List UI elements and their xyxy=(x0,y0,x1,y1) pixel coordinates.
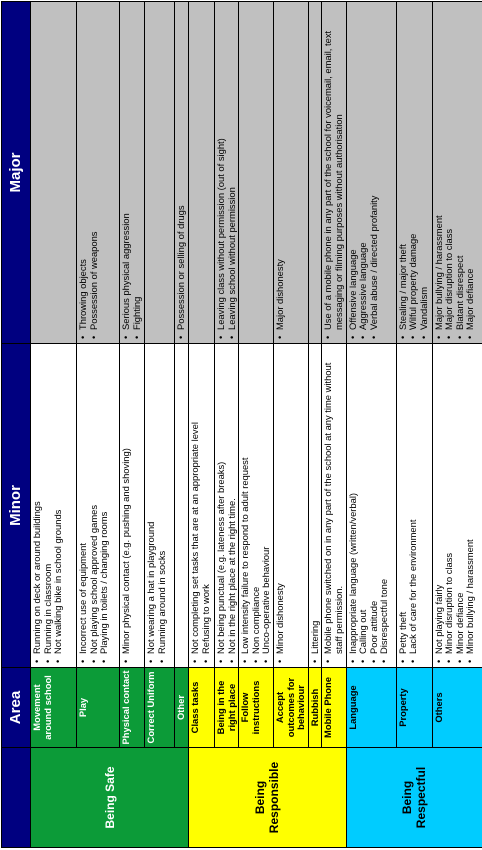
minor-behaviours-list xyxy=(78,346,110,665)
behaviour-row xyxy=(346,2,396,848)
area-correct-uniform: Correct Uniform xyxy=(145,668,175,748)
behaviour-row xyxy=(145,2,175,848)
major-behaviours-cell xyxy=(396,2,432,344)
major-behaviours-cell xyxy=(239,2,274,344)
major-behaviour-item: • Major defiance xyxy=(465,4,476,330)
major-behaviour-item: • Stealing / major theft xyxy=(398,4,409,330)
major-behaviour-item: • Verbal abuse / directed profanity xyxy=(369,4,380,330)
area-physical-contact: Physical contact xyxy=(120,668,145,748)
minor-behaviours-list xyxy=(275,346,286,665)
minor-behaviour-item: • Refusing to work xyxy=(201,346,212,654)
minor-behaviours-cell xyxy=(120,344,145,668)
minor-behaviours-cell xyxy=(189,344,215,668)
minor-behaviour-item: • Calling out xyxy=(358,346,369,654)
behaviour-row xyxy=(175,2,189,848)
minor-behaviour-item: • Not being punctual (e.g. lateness after breaks) xyxy=(216,346,227,654)
major-behaviours-cell xyxy=(322,2,346,344)
major-behaviours-cell xyxy=(432,2,482,344)
minor-behaviours-list xyxy=(146,346,167,665)
minor-behaviours-cell xyxy=(31,344,77,668)
minor-behaviours-list xyxy=(190,346,211,665)
minor-behaviour-item: • Running around in socks xyxy=(157,346,168,654)
section-being-respectful: Being Respectful xyxy=(346,748,482,848)
minor-behaviours-list xyxy=(240,346,272,665)
minor-behaviours-list xyxy=(32,346,64,665)
minor-behaviour-item: • Not in the right place at the right time. xyxy=(227,346,238,654)
minor-behaviour-item: • Incorrect use of equipment xyxy=(78,346,89,654)
minor-behaviours-cell xyxy=(239,344,274,668)
behaviour-row xyxy=(120,2,145,848)
area-class-tasks: Class tasks xyxy=(189,668,215,748)
area-others: Others xyxy=(432,668,482,748)
minor-behaviour-item: • Disrespectful tone xyxy=(379,346,390,654)
major-behaviours-list xyxy=(348,4,380,341)
matrix-body xyxy=(31,2,482,848)
area-follow-instructions: Follow instructions xyxy=(239,668,274,748)
header-row xyxy=(2,2,31,848)
area-rubbish: Rubbish xyxy=(308,668,322,748)
minor-behaviours-cell xyxy=(273,344,308,668)
major-behaviours-cell xyxy=(273,2,308,344)
major-behaviour-item: • Fighting xyxy=(132,4,143,330)
major-behaviours-list xyxy=(434,4,476,341)
minor-behaviour-item: • Running in classroom xyxy=(43,346,54,654)
major-behaviour-item: • Blatant disrespect xyxy=(455,4,466,330)
major-behaviours-cell xyxy=(31,2,77,344)
minor-behaviour-item: • Low intensity failure to respond to adult request xyxy=(240,346,251,654)
behaviour-row xyxy=(273,2,308,848)
major-behaviour-item: • Offensive language xyxy=(348,4,359,330)
major-behaviour-item: • Aggressive language xyxy=(358,4,369,330)
major-behaviours-cell xyxy=(215,2,239,344)
area-mobile-phone: Mobile Phone xyxy=(322,668,346,748)
major-behaviour-item: • Wilful property damage xyxy=(408,4,419,330)
major-behaviours-cell xyxy=(175,2,189,344)
minor-behaviour-item: • Not playing school approved games xyxy=(89,346,100,654)
minor-behaviour-item: • Not completing set tasks that are at an appropriate level xyxy=(190,346,201,654)
minor-behaviours-cell xyxy=(322,344,346,668)
minor-behaviours-list xyxy=(121,346,132,665)
minor-behaviour-item: • Minor defiance xyxy=(455,346,466,654)
major-behaviour-item: • Possession or selling of drugs xyxy=(176,4,187,330)
minor-behaviours-list xyxy=(323,346,344,665)
major-behaviours-list xyxy=(216,4,237,341)
minor-behaviours-cell xyxy=(308,344,322,668)
behaviour-row xyxy=(322,2,346,848)
area-property: Property xyxy=(396,668,432,748)
behaviour-row xyxy=(215,2,239,848)
minor-behaviours-cell xyxy=(215,344,239,668)
behaviour-matrix-table xyxy=(1,1,482,848)
major-behaviours-list xyxy=(121,4,142,341)
major-behaviour-item: • Vandalism xyxy=(419,4,430,330)
minor-behaviour-item: • Lack of care for the environment xyxy=(408,346,419,654)
area-being-in-the-right-place: Being in the right place xyxy=(215,668,239,748)
major-behaviours-list xyxy=(78,4,99,341)
minor-behaviour-item: • Minor physical contact (e.g. pushing and shoving) xyxy=(121,346,132,654)
major-behaviours-list xyxy=(275,4,286,341)
minor-behaviour-item: • Inappropriate language (written/verbal) xyxy=(348,346,359,654)
minor-behaviours-cell xyxy=(145,344,175,668)
major-behaviours-list xyxy=(398,4,430,341)
behaviour-row xyxy=(432,2,482,848)
major-behaviour-item: • Use of a mobile phone in any part of the school for voicemail, email, text messaging or filming purposes without authorisation xyxy=(323,4,344,330)
major-behaviours-list xyxy=(176,4,187,341)
minor-behaviour-item: • Poor attitude xyxy=(369,346,380,654)
major-behaviour-item: • Leaving class without permission (out of sight) xyxy=(216,4,227,330)
area-other: Other xyxy=(175,668,189,748)
minor-behaviour-item: • Playing in toilets / changing rooms xyxy=(99,346,110,654)
area-language: Language xyxy=(346,668,396,748)
major-behaviour-item: • Major disruption to class xyxy=(444,4,455,330)
major-behaviours-cell xyxy=(346,2,396,344)
minor-behaviour-item: • Minor disruption to class xyxy=(444,346,455,654)
major-behaviours-cell xyxy=(145,2,175,344)
behaviour-row xyxy=(396,2,432,848)
minor-behaviour-item: • Not wearing a hat in playground xyxy=(146,346,157,654)
section-being-safe: Being Safe xyxy=(31,748,189,848)
area-movement-around-school: Movement around school xyxy=(31,668,77,748)
behaviour-row xyxy=(239,2,274,848)
minor-behaviour-item: • Not walking bike in school grounds xyxy=(53,346,64,654)
minor-behaviours-list xyxy=(348,346,390,665)
minor-behaviour-item: • Not playing fairly xyxy=(434,346,445,654)
minor-behaviours-list xyxy=(434,346,476,665)
minor-behaviours-cell xyxy=(346,344,396,668)
minor-behaviour-item: • Running on deck or around buildings xyxy=(32,346,43,654)
major-behaviour-item: • Possession of weapons xyxy=(89,4,100,330)
major-behaviour-item: • Major bullying / harassment xyxy=(434,4,445,330)
minor-behaviours-list xyxy=(398,346,419,665)
major-behaviour-item: • Serious physical aggression xyxy=(121,4,132,330)
minor-behaviour-item: • Unco-operative behaviour xyxy=(261,346,272,654)
minor-behaviours-cell xyxy=(175,344,189,668)
area-accept-outcomes-for-behaviour: Accept outcomes for behaviour xyxy=(273,668,308,748)
major-behaviour-item: • Major dishonesty xyxy=(275,4,286,330)
minor-behaviours-cell xyxy=(77,344,120,668)
behaviour-row xyxy=(308,2,322,848)
major-behaviours-cell xyxy=(77,2,120,344)
area-play: Play xyxy=(77,668,120,748)
behaviour-row xyxy=(189,2,215,848)
minor-behaviour-item: • Non compliance xyxy=(251,346,262,654)
minor-behaviour-item: • Mobile phone switched on in any part of the school at any time without staff permission. xyxy=(323,346,344,654)
major-behaviours-cell xyxy=(120,2,145,344)
minor-behaviour-item: • Minor dishonesty xyxy=(275,346,286,654)
major-behaviours-cell xyxy=(189,2,215,344)
behaviour-row xyxy=(31,2,77,848)
minor-behaviours-list xyxy=(216,346,237,665)
header-section xyxy=(2,748,31,848)
header-area: Area xyxy=(2,668,31,748)
minor-behaviours-list xyxy=(310,346,321,665)
header-minor: Minor xyxy=(2,344,31,668)
major-behaviours-list xyxy=(323,4,344,341)
minor-behaviours-cell xyxy=(432,344,482,668)
header-major: Major xyxy=(2,2,31,344)
minor-behaviour-item: • Littering xyxy=(310,346,321,654)
behaviour-row xyxy=(77,2,120,848)
section-being-responsible: Being Responsible xyxy=(189,748,347,848)
major-behaviours-cell xyxy=(308,2,322,344)
major-behaviour-item: • Throwing objects xyxy=(78,4,89,330)
minor-behaviours-cell xyxy=(396,344,432,668)
minor-behaviour-item: • Petty theft xyxy=(398,346,409,654)
major-behaviour-item: • Leaving school without permission xyxy=(227,4,238,330)
minor-behaviour-item: • Minor bullying / harassment xyxy=(465,346,476,654)
